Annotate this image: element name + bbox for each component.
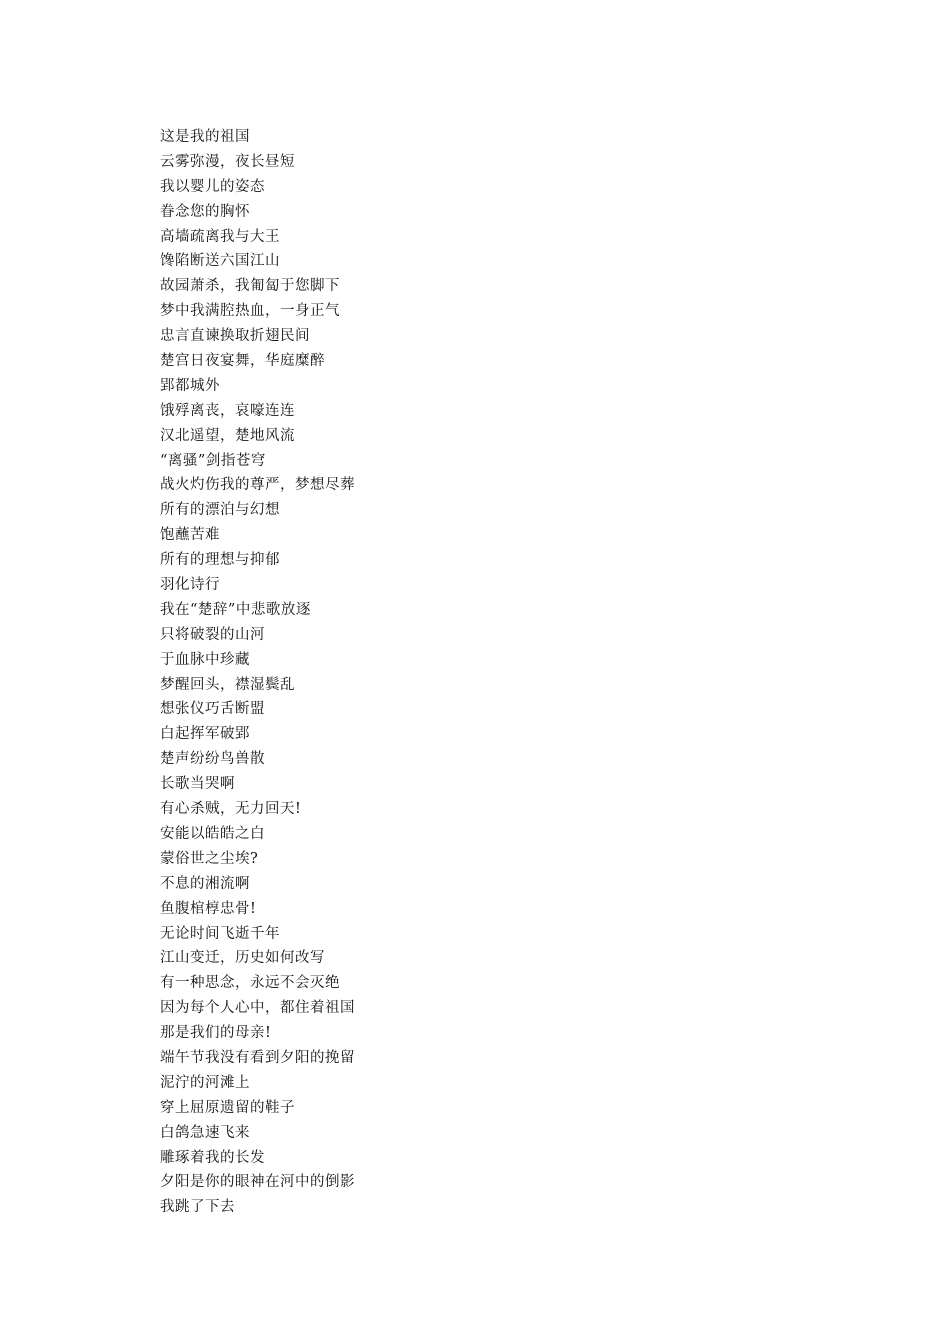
poem-line: 这是我的祖国 — [160, 129, 250, 145]
poem-line: 汉北遥望，楚地风流 — [160, 427, 295, 444]
poem-line: 我在“楚辞”中悲歌放逐 — [160, 601, 311, 618]
poem-line: 穿上屈原遗留的鞋子 — [160, 1099, 295, 1116]
poem-line: 端午节我没有看到夕阳的挽留 — [160, 1049, 355, 1066]
poem-line: 江山变迁，历史如何改写 — [160, 950, 325, 967]
poem-line: 有一种思念，永远不会灭绝 — [160, 975, 340, 992]
poem-line: 高墙疏离我与大王 — [160, 228, 280, 245]
poem-line: 郢都城外 — [160, 377, 220, 394]
poem-line: 饱蘸苦难 — [160, 527, 220, 544]
poem-line: 云雾弥漫，夜长昼短 — [160, 153, 295, 170]
poem-line: 战火灼伤我的尊严，梦想尽葬 — [160, 477, 355, 494]
poem-line: 楚宫日夜宴舞，华庭糜醉 — [160, 353, 325, 370]
poem-line: 饿殍离丧，哀嚎连连 — [160, 402, 295, 419]
poem-line: 鱼腹棺椁忠骨! — [160, 900, 257, 917]
poem-line: 有心杀贼，无力回天! — [160, 801, 302, 818]
poem-line: 馋陷断送六国江山 — [160, 253, 280, 270]
poem-line: 无论时间飞逝千年 — [160, 925, 280, 942]
poem-line: 长歌当哭啊 — [160, 776, 235, 793]
poem-line: 因为每个人心中，都住着祖国 — [160, 1000, 355, 1017]
poem-line: 梦中我满腔热血，一身正气 — [160, 303, 340, 320]
poem-line: 那是我们的母亲! — [160, 1025, 272, 1042]
poem-line: 羽化诗行 — [160, 577, 220, 594]
poem-line: 梦醒回头，襟湿鬓乱 — [160, 676, 295, 693]
poem-line: 我以婴儿的姿态 — [160, 178, 265, 195]
poem-line: 所有的理想与抑郁 — [160, 552, 280, 569]
poem-line: 故园萧杀，我匍匐于您脚下 — [160, 278, 340, 295]
poem-line: 安能以皓皓之白 — [160, 825, 265, 842]
poem-line: 想张仪巧舌断盟 — [160, 701, 265, 718]
poem-line: 泥泞的河滩上 — [160, 1074, 250, 1091]
poem-line: 夕阳是你的眼神在河中的倒影 — [160, 1174, 355, 1191]
poem-text — [160, 125, 800, 1220]
poem-line: 所有的漂泊与幻想 — [160, 502, 280, 519]
poem-line: 蒙俗世之尘埃? — [160, 850, 259, 867]
poem-line: 眷念您的胸怀 — [160, 203, 250, 220]
poem-line: 白起挥军破郢 — [160, 726, 250, 743]
poem-line: 雕琢着我的长发 — [160, 1149, 265, 1166]
poem-line: “离骚”剑指苍穹 — [160, 452, 266, 469]
poem-line: 楚声纷纷鸟兽散 — [160, 751, 265, 768]
poem-line: 忠言直谏换取折翅民间 — [160, 328, 310, 345]
poem-line: 只将破裂的山河 — [160, 626, 265, 643]
poem-line: 白鸽急速飞来 — [160, 1124, 250, 1141]
poem-line: 不息的湘流啊 — [160, 875, 250, 892]
poem-line: 于血脉中珍藏 — [160, 651, 250, 668]
poem-line: 我跳了下去 — [160, 1199, 235, 1216]
